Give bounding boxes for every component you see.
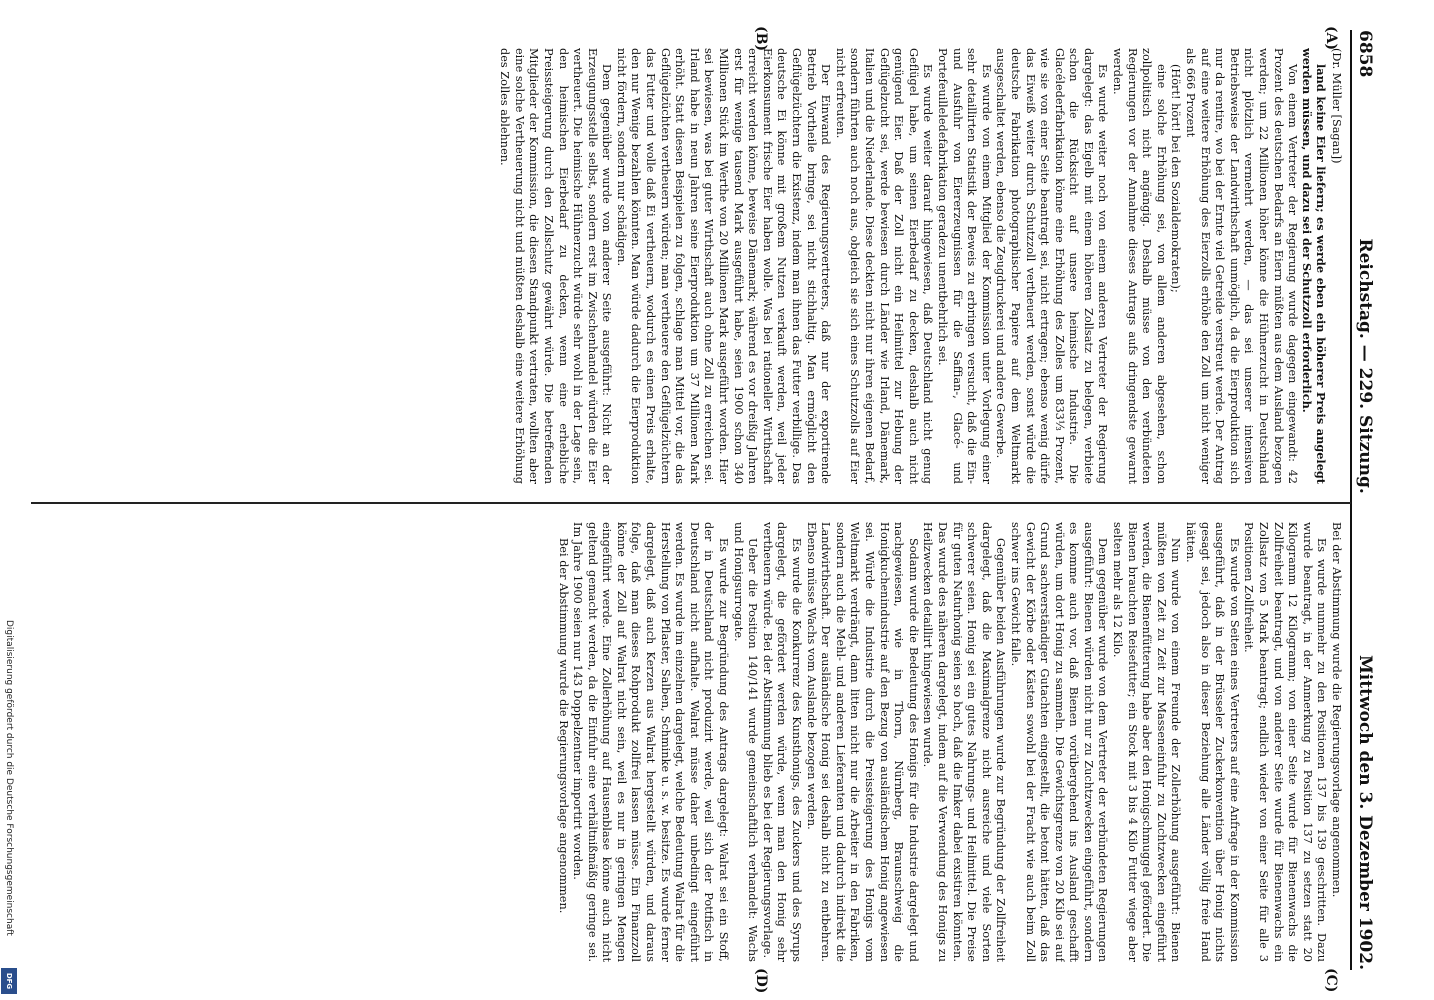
margin-marker-c: (C) — [1323, 968, 1339, 993]
digitization-credit — [2, 620, 18, 992]
paragraph: Es wurde von einem Mitglied der Kommission unter Vorlegung einer sehr detaillirten Statistik der Beweis zu erbringen versucht, daß die Ein- und Ausfuhr von Eiererzeugnissen für die Saffian-, Glacé- und Portefeuilleledefabrikation geradezu unentbehrlich sei. — [935, 48, 993, 484]
paragraph: Dem gegenüber wurde von dem Vertreter der verbündeten Regierungen ausgeführt: Bienen würden nicht nur zu Zuchtzwecken eingeführt, sondern es komme auch vor, daß Bienen vorübergehend ins Ausland geschafft würden, um dort Honig zu sammeln. Die Gewichtsgrenze von 20 Kilo sei auf Grund sachverständiger Gutachten eingestellt, die betont hätten, daß das Gewicht der Körbe oder Kästen sowohl bei der Fracht wie auch beim Zoll schwer ins Gewicht falle. — [1008, 522, 1110, 962]
page-header — [1350, 30, 1391, 970]
margin-marker-d: (D) — [753, 968, 769, 994]
dfg-logo — [1, 968, 17, 994]
dfg-logo-text: DFG — [5, 972, 13, 990]
paragraph: Ueber die Position 140/141 wurde gemeinschaftlich verhandelt: Wachs und Honigsurrogate. — [731, 522, 760, 962]
paragraph: Bei der Abstimmung wurde die Regierungsvorlage angenommen. — [556, 538, 570, 914]
paragraph: Es wurde weiter noch von einem anderen Vertreter der Regierung dargelegt: das Eigelb mit einem höheren Zollsatz zu belegen, verbiete schon die Rücksicht auf unsere heimische Industrie. Die Glacélederfabrikation könne eine Erhöhung des Zolles um 833⅓ Prozent, wie sie von einer Seite beantragt sei, nicht ertragen; ebenso wenig dürfe das Eiweiß weiter durch Schutzzoll vertheuert werden, sonst würde die deutsche Fabrikation photographischer Papiere auf dem Weltmarkt ausgeschaltet werden, ebenso die Zeugdruckerei und andere Gewerbe. — [994, 48, 1110, 484]
column-divider — [31, 502, 1351, 504]
page-number: 6858 — [1355, 30, 1375, 78]
margin-marker-b: (B) — [753, 26, 769, 52]
paragraph: Der Einwand des Regierungsvertreters, daß nur der exportirende Betrieb Vortheile bringe, sei nicht stichhaltig. Man ermöglicht den Geflügelzüchtern die Existenz, indem man ihnen das Futter verbillige. Das deutsche Ei könne mit großem Nutzen verkauft werden, weil jeder Eierkonsument frische Eier haben wolle. Was bei rationeller Wirthschaft erreicht werden könne, beweise Dänemark; während es vor dreißig Jahren erst für wenige tausend Mark ausgeführt habe, seien 1900 schon 340 Millionen Stück im Werthe von 20 Millionen Mark ausgeführt worden. Hier sei bewiesen, was bei guter Wirthschaft auch ohne Zoll zu erreichen sei. Irland habe in neun Jahren seine Eierproduktion um 37 Millionen Mark erhöht. Statt diesen Beispielen zu folgen, schlage man Mittel vor, die das Geflügelzüchten vertheuern würden; man vertheuere den Geflügelzüchtern das Futter und wolle daß Ei vertheuern, wodurch es einen Preis erhalte, den nur Wenige bezahlen könnten. Man würde dadurch die Eierproduktion nicht fördern, sondern nur schädigen. — [614, 48, 833, 484]
paragraph: (Dr. Müller [Sagan]) — [1330, 48, 1343, 164]
paragraph: Gegenüber beiden Ausführungen wurde zur Begründung der Zollfreiheit dargelegt, daß die Maximalgrenze nicht ausreiche und viele Sorten schwerer seien. Honig sei ein gutes Nahrungs- und Heilmittel. Die Preise für guten Naturhonig seien so hoch, daß die Imker dabei existiren könnten. Das wurde des näheren dargelegt, indem auf die Verwendung des Honigs zu Heilzwecken detaillirt hingewiesen wurde. — [921, 522, 1008, 962]
page-date: Mittwoch den 3. Dezember 1902. — [1355, 654, 1375, 970]
paragraph: Es wurde nunmehr zu den Positionen 137 bis 139 geschritten. Dazu wurde beantragt, in der Anmerkung zu Position 137 zu setzen statt 20 Kilogramm 12 Kilogramm; von einer Seite wurde für Bienenwachs die Zollfreiheit beantragt, und von anderer Seite wurde für Bienenwachs ein Zollsatz von 5 Mark beantragt; endlich wieder von einer Seite für alle 3 Positionen Zollfreiheit. — [1242, 522, 1329, 962]
right-text-column — [29, 522, 1343, 962]
paragraph: Es wurde von Seiten eines Vertreters auf eine Anfrage in der Kommission ausgeführt, daß in der Brüsseler Zuckerkonvention über Honig nichts gesagt sei, jedoch also in dieser Beziehung alle Länder völlig freie Hand hätten. — [1184, 522, 1241, 962]
page-title: Reichstag. — 229. Sitzung. — [1355, 238, 1375, 494]
digitization-credit-text: Digitalisierung gefördert durch die Deutsche Forschungsgemeinschaft — [4, 620, 14, 936]
paragraph: Es wurde weiter darauf hingewiesen, daß Deutschland nicht genug Geflügel habe, um seinen Eierbedarf zu decken, deshalb auch nicht genügend Eier. Daß der Zoll nicht ein Heilmittel zur Hebung der Geflügelzucht sei, werde bewiesen durch Länder wie Irland, Dänemark, Italien und die Niederlande. Diese deckten nicht nur ihren eigenen Bedarf, sondern führten auch noch aus, obgleich sie sich eines Schutzzolls auf Eier nicht erfreuten. — [833, 48, 935, 484]
paragraph: Bei der Abstimmung wurde die Regierungsvorlage angenommen. — [1330, 522, 1343, 898]
margin-marker-a: (A) — [1323, 26, 1339, 51]
left-text-column — [29, 48, 1343, 484]
paragraph: eine solche Erhöhung sei, von allem anderen abgesehen, schon zollpolitisch nicht angängig. Deshalb müsse von den verbündeten Regierungen vor der Annahme dieses Antrags aufs dringendste gewarnt werden. — [1111, 48, 1168, 484]
paragraph: Dem gegenüber wurde von anderer Seite ausgeführt: Nicht an der Erzeugungsstelle selbst, sondern erst im Zwischenhandel würden die Eier vertheuert. Die heimische Hühnerzucht würde sehr wohl in der Lage sein, den heimischen Eierbedarf zu decken, wenn eine erhebliche Preissteigerung durch den Zollschutz gewährt würde. Die betreffenden Mitglieder der Kommission, die diesen Standpunkt vertraten, wollten aber eine solche Vertheuerung nicht und müßten deshalb eine weitere Erhöhung des Zolles ablehnen. — [498, 48, 614, 484]
paragraph: Es wurde zur Begründung des Antrags dargelegt: Walrat sei ein Stoff, der in Deutschland nicht produzirt werde, weil sich der Pottfisch in Deutschland nicht aufhalte. Walrat müsse daher unbedingt eingeführt werden. Es wurde im einzelnen dargelegt, welche Bedeutung Walrat für die Herstellung von Pflaster, Salben, Schminke u. s. w. besitze. Es wurde ferner dargelegt, daß auch Kerzen aus Walrat hergestellt würden, und daraus folge, daß man dieses Rohprodukt zollfrei lassen müsse. Ein Finanzzoll könne der Zoll auf Walrat nicht sein, weil es nur in geringen Mengen eingeführt werde. Eine Zollerhöhung auf Hausenblase könne auch nicht geltend gemacht werden, da die Einfuhr eine verhältnißmäßig geringe sei. Im Jahre 1900 seien nur 143 Doppelzentner importirt worden. — [571, 522, 731, 962]
paragraph: Nun wurde von einem Freunde der Zollerhöhung ausgeführt: Bienen müßten von Zeit zu Zeit zur Masseneinfuhr zu Zuchtzwecken eingeführt werden, die Bienenfütterung habe aber den Honigschmuggel gefördert. Die Bienen brauchten Reisefutter; ein Stock mit 3 bis 4 Kilo Futter wiege aber selten mehr als 12 Kilo. — [1111, 522, 1183, 962]
paragraph: Es wurde die Konkurrenz des Kunsthonigs, des Zuckers und des Syrups dargelegt, die gefördert werden würde, wenn man den Honig sehr vertheuern würde. Bei der Abstimmung blieb es bei der Regierungsvorlage. — [760, 522, 804, 962]
paragraph: Sodann wurde die Bedeutung des Honigs für die Industrie dargelegt und nachgewiesen, wie in Thorn, Nürnberg, Braunschweig die Honigkuchenindustrie auf den Bezug von ausländischem Honig angewiesen sei. Würde die Industrie durch die Preissteigerung des Honigs vom Weltmarkt verdrängt, dann litten nicht nur die Arbeiter in den Fabriken, sondern auch die Mehl- und anderen Lieferanten und dadurch indirekt die Landwirthschaft. Der ausländische Honig sei deshalb nicht zu entbehren. Ebenso müsse Wachs vom Auslande bezogen werden. — [804, 522, 920, 962]
paragraph: (Hört! hört! bei den Sozialdemokraten); — [1169, 64, 1183, 293]
document-page — [9, 0, 1409, 1000]
paragraph: land keine Eier liefern; es werde eben ein höherer Preis angelegt werden müssen, und dazu sei der Schutzzoll erforderlich. — [1299, 48, 1329, 484]
paragraph: Von einem Vertreter der Regierung wurde dagegen eingewandt: 42 Prozent des deutschen Bedarfs an Eiern müßten aus dem Ausland bezogen werden; um 22 Millionen höher könne die Hühnerzucht in Deutschland nicht plötzlich vermehrt werden, — das sei unserer intensiven Betriebsweise der Landwirthschaft unmöglich, da die Eierproduktion sich nur da rentire, wo bei der Ernte viel Getreide verstreut werde. Der Antrag auf eine weitere Erhöhung des Eierzolls erhöhe den Zoll um nicht weniger als 666 Prozent — [1184, 48, 1300, 484]
